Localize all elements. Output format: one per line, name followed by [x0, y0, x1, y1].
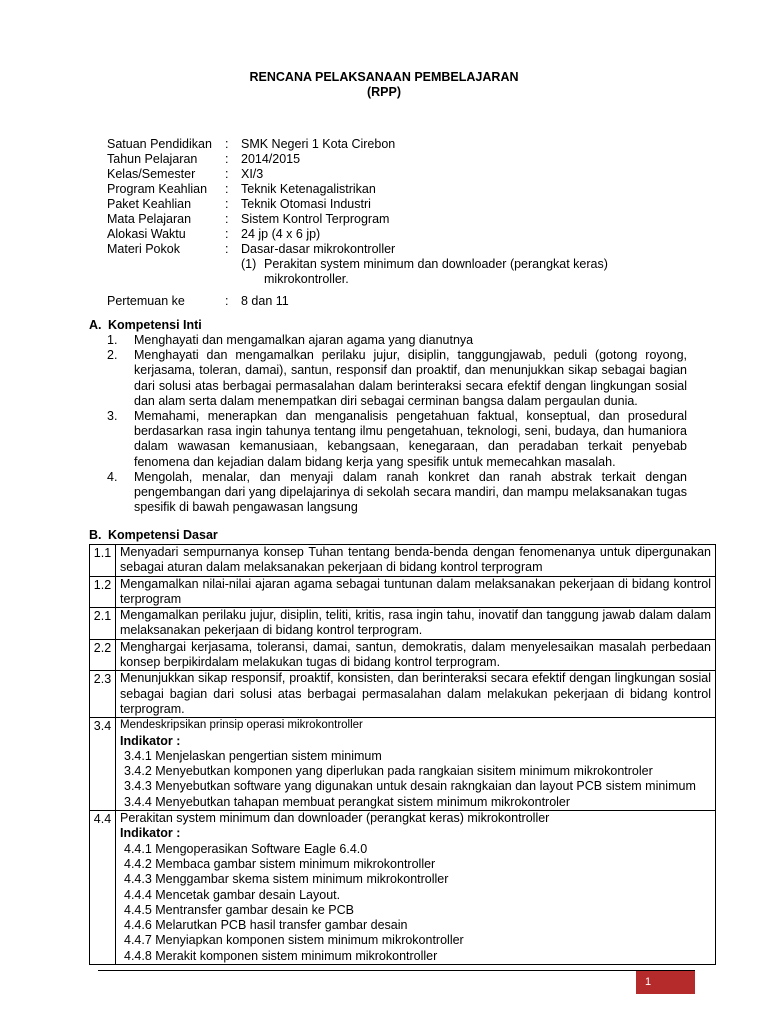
info-row — [107, 197, 507, 212]
table-row — [90, 639, 716, 671]
info-label: Pertemuan ke — [107, 294, 185, 308]
item-text: Menghayati dan mengamalkan ajaran agama yang dianutnya — [134, 333, 474, 347]
kd-code: 4.4 — [90, 811, 116, 965]
indicator-item: 4.4.1 Mengoperasikan Software Eagle 6.4.0 — [124, 841, 368, 856]
info-separator: : — [225, 167, 229, 181]
kd-cell — [116, 811, 716, 965]
table-row — [90, 811, 716, 965]
info-value: Dasar-dasar mikrokontroller — [241, 242, 396, 256]
materi-subitem — [241, 257, 641, 287]
indicator-item: 4.4.2 Membaca gambar sistem minimum mikrokontroller — [124, 856, 436, 871]
kd-text: Mengamalkan perilaku jujur, disiplin, teliti, kritis, rasa ingin tahu, inovatif dan tanggung jawab dalam dalam melaksanakan pekerjaan di bidang kontrol terprogram. — [116, 608, 716, 640]
info-label: Materi Pokok — [107, 242, 180, 256]
item-text: Mengolah, menalar, dan menyaji dalam ranah konkret dan ranah abstrak terkait dengan pengembangan dari yang dipelajarinya di sekolah secara mandiri, dan mampu melaksanakan tugas spesifik di bawah pengawasan langsung — [134, 469, 687, 515]
info-value: Teknik Ketenagalistrikan — [241, 182, 376, 196]
table-row — [90, 545, 716, 577]
kd-code: 3.4 — [90, 718, 116, 811]
indicator-item: 3.4.4 Menyebutkan tahapan membuat perangkat sistem minimum mikrokontroler — [124, 794, 571, 809]
info-label: Program Keahlian — [107, 182, 208, 196]
info-row — [107, 167, 507, 182]
info-separator: : — [225, 197, 229, 211]
item-number: 3. — [107, 409, 118, 424]
document-subtitle: (RPP) — [366, 85, 402, 99]
kd-code: 2.3 — [90, 671, 116, 718]
info-label: Kelas/Semester — [107, 167, 196, 181]
info-value: SMK Negeri 1 Kota Cirebon — [241, 137, 396, 151]
kd-text: Menyadari sempurnanya konsep Tuhan tentang benda-benda dengan fenomenanya untuk dipergunakan sebagai aturan dalam melaksanakan pekerjaan di bidang kontrol terprogram — [116, 545, 716, 577]
info-label: Mata Pelajaran — [107, 212, 192, 226]
kd-text: Menghargai kerjasama, toleransi, damai, santun, demokratis, dalam menyelesaikan masalah perbedaan konsep berpikirdalam melakukan tugas di bidang kontrol terprogram. — [116, 639, 716, 671]
indicator-item: 3.4.2 Menyebutkan komponen yang diperlukan pada rangkaian sisitem minimum mikrokontroler — [124, 764, 653, 779]
kompetensi-dasar-table — [89, 544, 716, 965]
kd-code: 2.2 — [90, 639, 116, 671]
info-row — [107, 182, 507, 197]
info-row — [107, 212, 507, 227]
info-row — [107, 227, 507, 242]
info-label: Satuan Pendidikan — [107, 137, 212, 151]
indicator-item: 4.4.7 Menyiapkan komponen sistem minimum mikrokontroller — [124, 933, 464, 948]
list-item — [107, 409, 687, 470]
item-number: 4. — [107, 469, 118, 484]
info-separator: : — [225, 294, 229, 308]
document-title: RENCANA PELAKSANAAN PEMBELAJARAN — [249, 70, 519, 84]
info-row — [107, 137, 507, 152]
info-value: XI/3 — [241, 167, 264, 181]
kd-text: Menunjukkan sikap responsif, proaktif, konsisten, dan berinteraksi secara efektif dengan lingkungan sosial sebagai bagian dari solusi atas berbagai permasalahan dalam melakukan pekerjaan di bidang kontrol terprogram. — [116, 671, 716, 718]
info-separator: : — [225, 227, 229, 241]
info-value: 24 jp (4 x 6 jp) — [241, 227, 321, 241]
info-label: Alokasi Waktu — [107, 227, 186, 241]
table-row — [90, 718, 716, 811]
indicator-item: 4.4.4 Mencetak gambar desain Layout. — [124, 887, 341, 902]
subitem-number: (1) — [241, 257, 257, 271]
info-separator: : — [225, 212, 229, 226]
indicator-heading: Indikator : — [120, 826, 181, 841]
kd-code: 2.1 — [90, 608, 116, 640]
indicator-item: 4.4.3 Menggambar skema sistem minimum mikrokontroller — [124, 872, 449, 887]
indicator-item: 3.4.3 Menyebutkan software yang digunakan untuk desain rakngkaian dan layout PCB sistem minimum — [124, 779, 696, 794]
page-number-badge — [636, 971, 695, 994]
info-separator: : — [225, 137, 229, 151]
table-row — [90, 608, 716, 640]
info-separator: : — [225, 242, 229, 256]
indicator-item: 3.4.1 Menjelaskan pengertian sistem minimum — [124, 748, 382, 763]
kd-text: Mengamalkan nilai-nilai ajaran agama sebagai tuntunan dalam melaksanakan pekerjaan di bidang kontrol terprogram — [116, 576, 716, 608]
page-number: 1 — [645, 976, 652, 988]
indicator-item: 4.4.6 Melarutkan PCB hasil transfer gambar desain — [124, 918, 408, 933]
list-item — [107, 333, 687, 348]
info-label: Paket Keahlian — [107, 197, 192, 211]
info-label: Tahun Pelajaran — [107, 152, 198, 166]
item-text: Memahami, menerapkan dan menganalisis pengetahuan faktual, konseptual, dan prosedural berdasarkan rasa ingin tahunya tentang ilmu pengetahuan, teknologi, seni, budaya, dan humaniora dalam wawasan kemanusiaan, kebangsaan, kenegaraan, dan peradaban terkait penyebab fenomena dan kejadian dalam bidang kerja yang spesifik untuk memecahkan masalah. — [134, 409, 687, 469]
kompetensi-inti-list — [107, 333, 687, 515]
info-value: Sistem Kontrol Terprogram — [241, 212, 390, 226]
table-row — [90, 671, 716, 718]
item-number: 2. — [107, 348, 118, 363]
indicator-item: 4.4.5 Mentransfer gambar desain ke PCB — [124, 902, 354, 917]
info-separator: : — [225, 152, 229, 166]
indicator-item: 4.4.8 Merakit komponen sistem minimum mikrokontroller — [124, 948, 438, 963]
item-number: 1. — [107, 333, 118, 347]
info-value: 2014/2015 — [241, 152, 301, 166]
section-a-heading: A. Kompetensi Inti — [89, 318, 202, 332]
info-row-meeting — [107, 294, 507, 309]
table-row — [90, 576, 716, 608]
indicator-heading: Indikator : — [120, 733, 181, 748]
list-item — [107, 470, 687, 516]
footer-divider — [98, 970, 695, 971]
kd-code: 1.1 — [90, 545, 116, 577]
kd-text: Perakitan system minimum dan downloader (perangkat keras) mikrokontroller — [120, 811, 550, 826]
info-value: Teknik Otomasi Industri — [241, 197, 371, 211]
item-text: Menghayati dan mengamalkan perilaku jujur, disiplin, tanggungjawab, peduli (gotong royong, kerjasama, toleran, damai), santun, responsif dan proaktif, dan menunjukkan sikap sebagai bagian dari solusi atas berbagai permasalahan dalam berinteraksi secara efektif dengan lingkungan sosial dan alam serta dalam menempatkan diri sebagai cerminan bangsa dalam pergaulan dunia. — [134, 348, 687, 408]
info-value: 8 dan 11 — [241, 294, 289, 308]
info-row — [107, 152, 507, 167]
kd-cell — [116, 718, 716, 811]
kd-code: 1.2 — [90, 576, 116, 608]
subitem-text: Perakitan system minimum dan downloader (perangkat keras) mikrokontroller. — [264, 257, 608, 286]
list-item — [107, 348, 687, 409]
section-b-heading: B. Kompetensi Dasar — [89, 528, 218, 542]
info-row — [107, 242, 507, 257]
kd-text: Mendeskripsikan prinsip operasi mikrokontroller — [120, 719, 363, 732]
identity-block — [107, 137, 608, 309]
info-separator: : — [225, 182, 229, 196]
